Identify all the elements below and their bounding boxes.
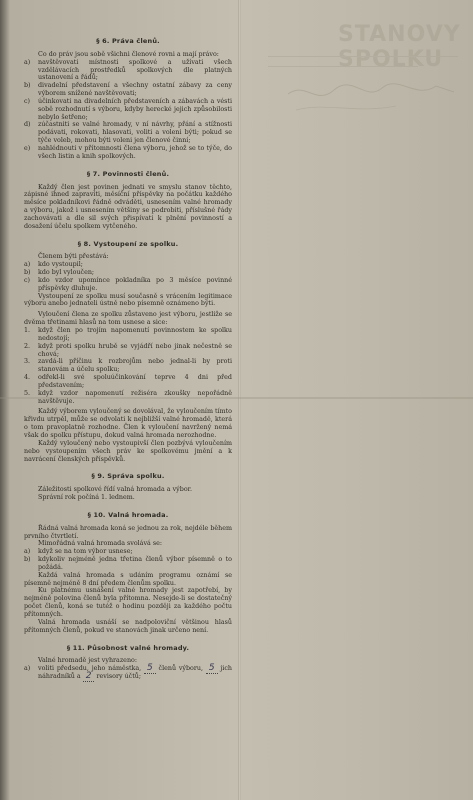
item-mark: a) — [24, 665, 31, 673]
item-text: odřekl-li své spoluúčinkování teprve 4 dni před představením; — [38, 374, 232, 389]
item-text: když vzdor napomenutí režiséra zkoušky nepořádně navštěvuje. — [38, 389, 232, 405]
section-7-text: Každý člen jest povinen jednati ve smyslu stanov těchto, zápisné ihned zapraviti, měsíční příspěvky na počátku každého měsíce pokladníkovi řádně odváděti, usnesením valné hromady a výboru, jakož i usnesením většiny se podrobiti, příslušné řády zachovávati a dle sil svých přispívati k plnění povinností a dosažení účelu spolkem vytčeného. — [24, 183, 232, 230]
section-9-paragraph: Správní rok počíná 1. lednem. — [38, 494, 135, 502]
section-10-paragraph: Ku platnému usnášení valné hromady jest zapotřebí, by nejméně polovina členů byla přítomna. Nesejde-li se dostatečný počet členů, koná se tutéž o hodinu později za každého počtu přítomných. — [24, 587, 232, 618]
item-mark: b) — [24, 556, 31, 564]
item-mark: 1. — [24, 327, 31, 334]
list-item — [24, 145, 232, 161]
section-6-intro: Co do práv jsou sobě všichni členové rovni a mají právo: — [38, 50, 219, 58]
list-item — [24, 665, 232, 681]
list-item — [24, 343, 232, 359]
item-text: účinkovati na divadelních představeních a zábavách a vésti sobě rozhodnutí s výboru, kdyby herecké jejich způsobilosti nebylo šetřeno; — [38, 97, 232, 121]
item-mark: b) — [24, 82, 31, 90]
page-shadow-edge — [0, 0, 10, 800]
section-8-paragraph: Vystoupení ze spolku musí současně s vrácením legitimace výboru anebo jednateli ústně nebo písemně oznámeno býti. — [24, 292, 232, 308]
bleed-handwriting — [286, 76, 456, 116]
list-item — [24, 358, 232, 374]
section-7-heading: § 7. Povinnosti členů. — [86, 169, 170, 178]
item-text-with-handwriting — [38, 665, 232, 681]
item-text: když se na tom výbor usnese; — [38, 548, 133, 556]
item-mark: b) — [24, 269, 31, 277]
list-item — [24, 548, 232, 556]
list-item — [24, 374, 232, 390]
section-10-paragraph: Každá valná hromada s udáním programu oznámí se písemně nejméně 8 dní předem členům spolku. — [24, 571, 232, 587]
item-text: když proti spolku hrubě se vyjádří nebo jinak nečestně se chová; — [38, 342, 232, 358]
item-text: divadelní představení a všechny ostatní zábavy za ceny výborem snížené navštěvovati; — [38, 82, 232, 98]
item-text: kdo byl vyloučen; — [38, 269, 95, 277]
item-mark: a) — [24, 261, 31, 269]
item-mark: a) — [24, 58, 31, 66]
list-item — [24, 98, 232, 122]
item-text-part: voliti předsedu, jeho náměstka, — [38, 665, 142, 673]
item-mark: 5. — [24, 389, 31, 397]
item-mark: c) — [24, 97, 31, 105]
item-mark: 2. — [24, 342, 31, 350]
item-text: navštěvovati místnosti spolkové a užívati všech vzdělávacích prostředků spolkových dle platných ustanovení a řádů; — [38, 58, 232, 82]
bleed-rule — [268, 56, 458, 57]
handwritten-number: 5 — [206, 663, 218, 674]
list-item — [24, 390, 232, 406]
list-item — [24, 59, 232, 83]
list-item — [24, 327, 232, 343]
section-10-paragraph: Mimořádná valná hromada svolává se: — [38, 540, 162, 548]
list-item — [24, 277, 232, 293]
item-mark: 4. — [24, 374, 31, 382]
item-text: kdo vystoupil; — [38, 261, 83, 269]
item-text-part: členů výboru, — [158, 665, 204, 673]
handwritten-number: 2 — [83, 671, 95, 682]
item-mark: 3. — [24, 358, 31, 366]
section-8-paragraph: Každý výborem vyloučený se dovolával, že vyloučením tímto křivdu utrpěl, může se odvolati k nejbližší valné hromadě, která o tom pravoplatně rozhodne. Člen k vyloučení navržený nemá však do spolku přístupu, dokud valná hromada nerozhodne. — [24, 408, 232, 439]
item-mark: d) — [24, 121, 31, 129]
item-mark: c) — [24, 276, 31, 284]
handwritten-number: 5 — [144, 663, 156, 674]
section-8-intro: Členem býti přestává: — [38, 253, 109, 261]
section-11-heading: § 11. Působnost valné hromady. — [66, 643, 190, 652]
list-item — [24, 261, 232, 269]
list-item — [24, 269, 232, 277]
section-6-heading: § 6. Práva členů. — [96, 37, 160, 45]
item-text: zavdá-li příčinu k rozbrojům nebo jednal-li by proti stanovám a účelu spolku; — [38, 358, 232, 374]
item-text: zúčastniti se valné hromady, v ní návrhy, přání a stížnosti podávati, rokovati, hlasovati, voliti a voleni býti; pokud se týče voleb, mohou býti voleni jen členové činní; — [38, 121, 232, 145]
section-11-intro: Valné hromadě jest vyhrazeno: — [38, 657, 137, 665]
text-column — [24, 38, 232, 681]
section-9-paragraph: Záležitosti spolkové řídí valná hromada a výbor. — [38, 486, 192, 494]
bleed-rule — [268, 66, 418, 67]
section-8-paragraph: Každý vyloučený nebo vystoupivší člen pozbývá vyloučením nebo vystoupením všech práv ke spolkovému jmění a k navrácení členských příspěvků. — [24, 439, 232, 463]
section-10-heading: § 10. Valná hromada. — [87, 510, 169, 519]
item-text: nahlédnouti v přítomnosti člena výboru, jehož se to týče, do všech listin a knih spolkových. — [38, 144, 232, 160]
list-item — [24, 121, 232, 145]
section-9-heading: § 9. Správa spolku. — [91, 472, 165, 481]
item-mark: a) — [24, 548, 31, 556]
section-8-paragraph: Vyloučení člena ze spolku zůstaveno jest výboru, jestliže se dvěma třetinami hlasů na tom usnese a sice: — [24, 311, 232, 327]
section-8-heading: § 8. Vystoupení ze spolku. — [77, 239, 179, 248]
item-text: kdo vzdor upomínce pokladníka po 3 měsíce povinné příspěvky dluhuje. — [38, 276, 232, 292]
list-item — [24, 82, 232, 98]
item-text-part: revisory účtů; — [96, 673, 141, 681]
item-text: kdykoliv nejméně jedna třetina členů výbor písemně o to požádá. — [38, 556, 232, 571]
section-10-paragraph: Valná hromada usnáší se nadpoloviční většinou hlasů přítomných členů, pokud ve stanovách jinak určeno není. — [24, 618, 232, 634]
list-item — [24, 556, 232, 572]
item-text: když člen po trojím napomenutí povinnostem ke spolku nedostojí; — [38, 327, 232, 342]
item-mark: e) — [24, 144, 31, 152]
section-10-paragraph: Řádná valná hromada koná se jednou za rok, nejdéle během prvního čtvrtletí. — [24, 524, 232, 540]
vertical-fold — [238, 0, 241, 800]
item-text-part: jich náhradníků a — [38, 665, 232, 681]
bleed-title: STANOVY SPOLKU — [338, 22, 461, 72]
reverse-side-bleed-through — [268, 22, 468, 162]
